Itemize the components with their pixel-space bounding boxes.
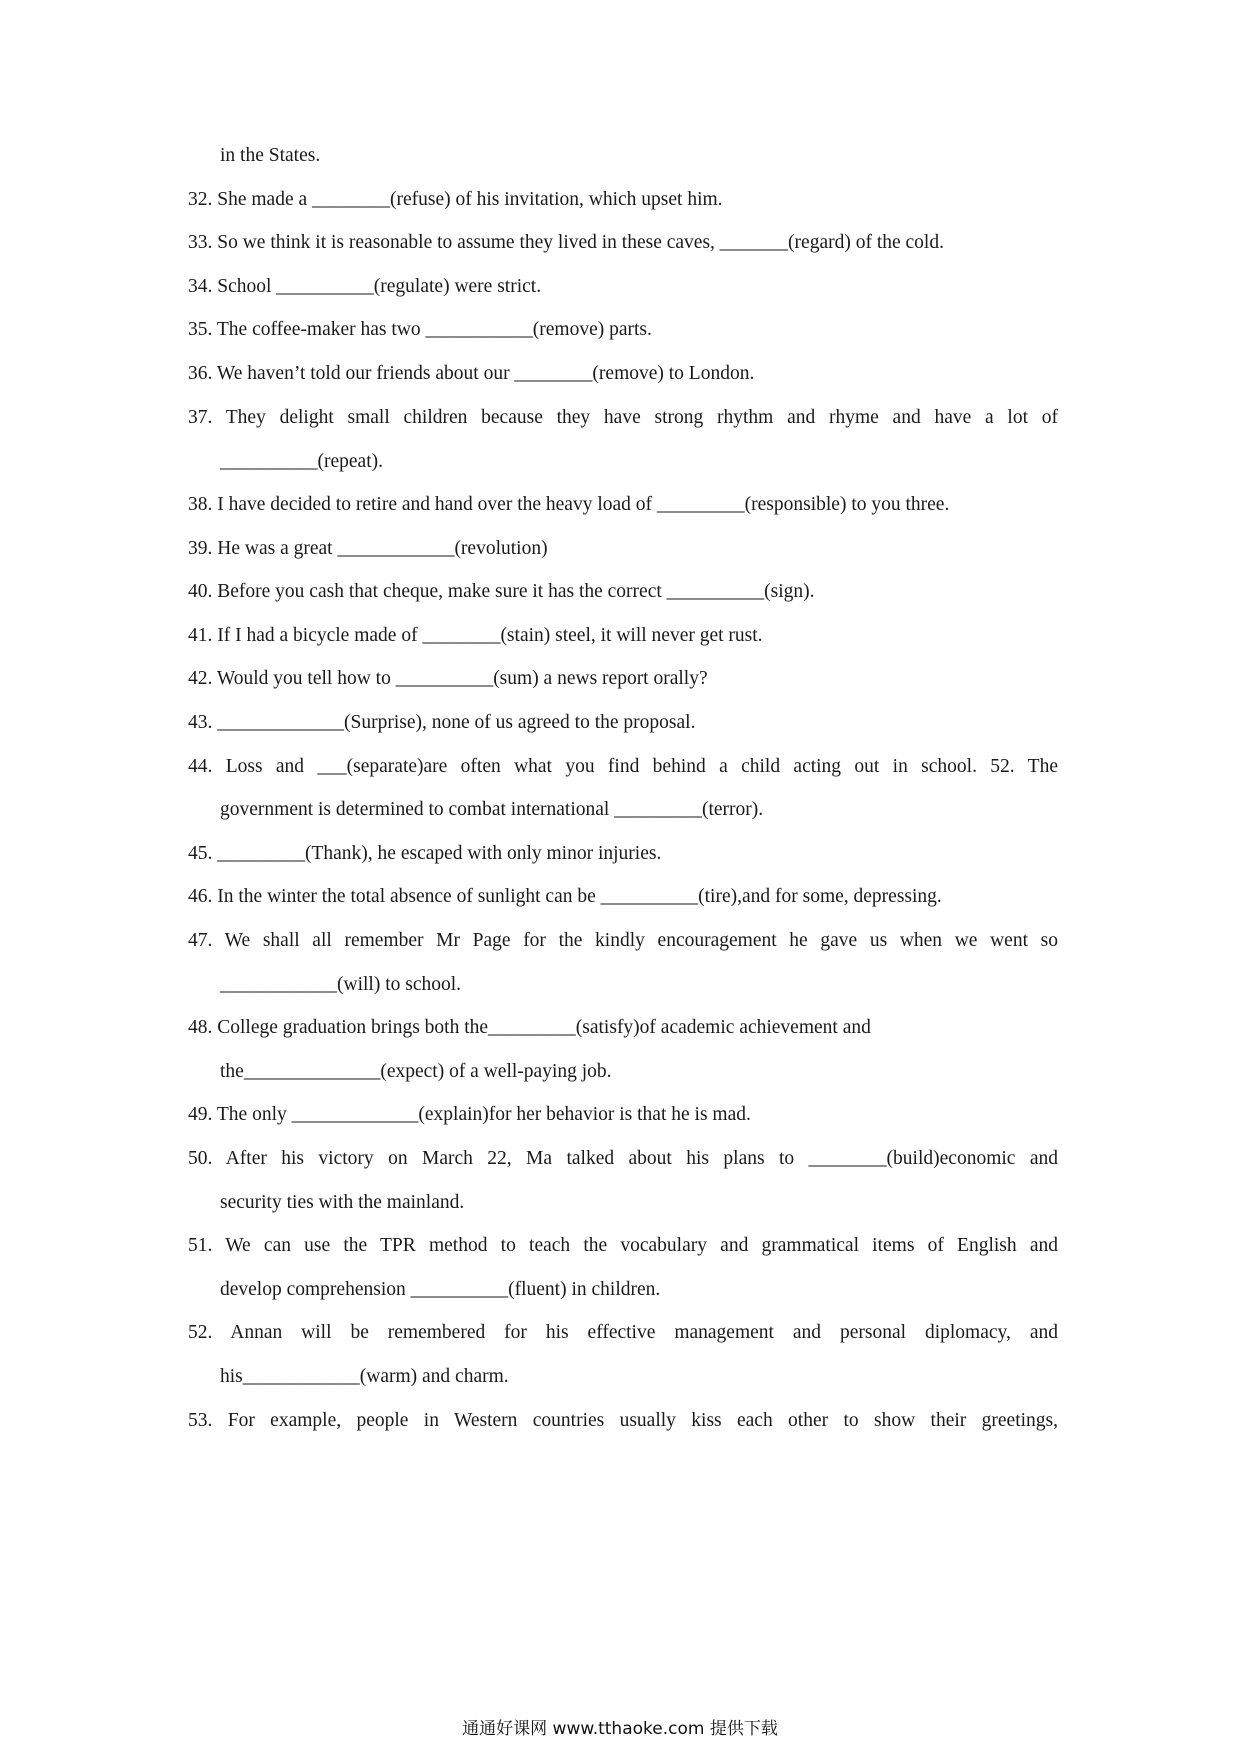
question-44-continuation: government is determined to combat international _________(terror). [220, 799, 764, 820]
question-49: 49. The only _____________(explain)for her behavior is that he is mad. [188, 1104, 751, 1125]
question-50-continuation: security ties with the mainland. [220, 1192, 465, 1213]
question-47: 47. We shall all remember Mr Page for the kindly encouragement he gave us when we went so [188, 930, 1058, 951]
question-51-continuation: develop comprehension __________(fluent) in children. [220, 1279, 661, 1300]
question-43: 43. _____________(Surprise), none of us agreed to the proposal. [188, 712, 696, 733]
question-33: 33. So we think it is reasonable to assume they lived in these caves, _______(regard) of the cold. [188, 232, 944, 253]
question-32: 32. She made a ________(refuse) of his invitation, which upset him. [188, 189, 723, 210]
question-53: 53. For example, people in Western countries usually kiss each other to show their greetings, [188, 1410, 1058, 1431]
question-35: 35. The coffee-maker has two ___________(remove) parts. [188, 319, 652, 340]
question-34: 34. School __________(regulate) were strict. [188, 276, 542, 297]
question-47-continuation: ____________(will) to school. [220, 974, 462, 995]
question-36: 36. We haven’t told our friends about our ________(remove) to London. [188, 363, 755, 384]
question-continuation: in the States. [220, 145, 321, 166]
page-footer: 通通好课网 www.tthaoke.com 提供下载 [462, 1719, 778, 1739]
question-48-continuation: the______________(expect) of a well-paying job. [220, 1061, 612, 1082]
question-52: 52. Annan will be remembered for his effective management and personal diplomacy, and [188, 1322, 1058, 1343]
question-38: 38. I have decided to retire and hand over the heavy load of _________(responsible) to you three. [188, 494, 950, 515]
question-42: 42. Would you tell how to __________(sum) a news report orally? [188, 668, 708, 689]
question-48: 48. College graduation brings both the_________(satisfy)of academic achievement and [188, 1017, 871, 1038]
question-39: 39. He was a great ____________(revolution) [188, 538, 548, 559]
question-46: 46. In the winter the total absence of sunlight can be __________(tire),and for some, depressing. [188, 886, 942, 907]
question-37-continuation: __________(repeat). [220, 451, 383, 472]
question-45: 45. _________(Thank), he escaped with only minor injuries. [188, 843, 662, 864]
question-40: 40. Before you cash that cheque, make sure it has the correct __________(sign). [188, 581, 815, 602]
question-41: 41. If I had a bicycle made of ________(stain) steel, it will never get rust. [188, 625, 763, 646]
question-37: 37. They delight small children because they have strong rhythm and rhyme and have a lot of [188, 407, 1058, 428]
question-52-continuation: his____________(warm) and charm. [220, 1366, 509, 1387]
question-51: 51. We can use the TPR method to teach the vocabulary and grammatical items of English and [188, 1235, 1058, 1256]
question-50: 50. After his victory on March 22, Ma talked about his plans to ________(build)economic and [188, 1148, 1058, 1169]
question-44: 44. Loss and ___(separate)are often what you find behind a child acting out in school. 52. The [188, 756, 1058, 777]
